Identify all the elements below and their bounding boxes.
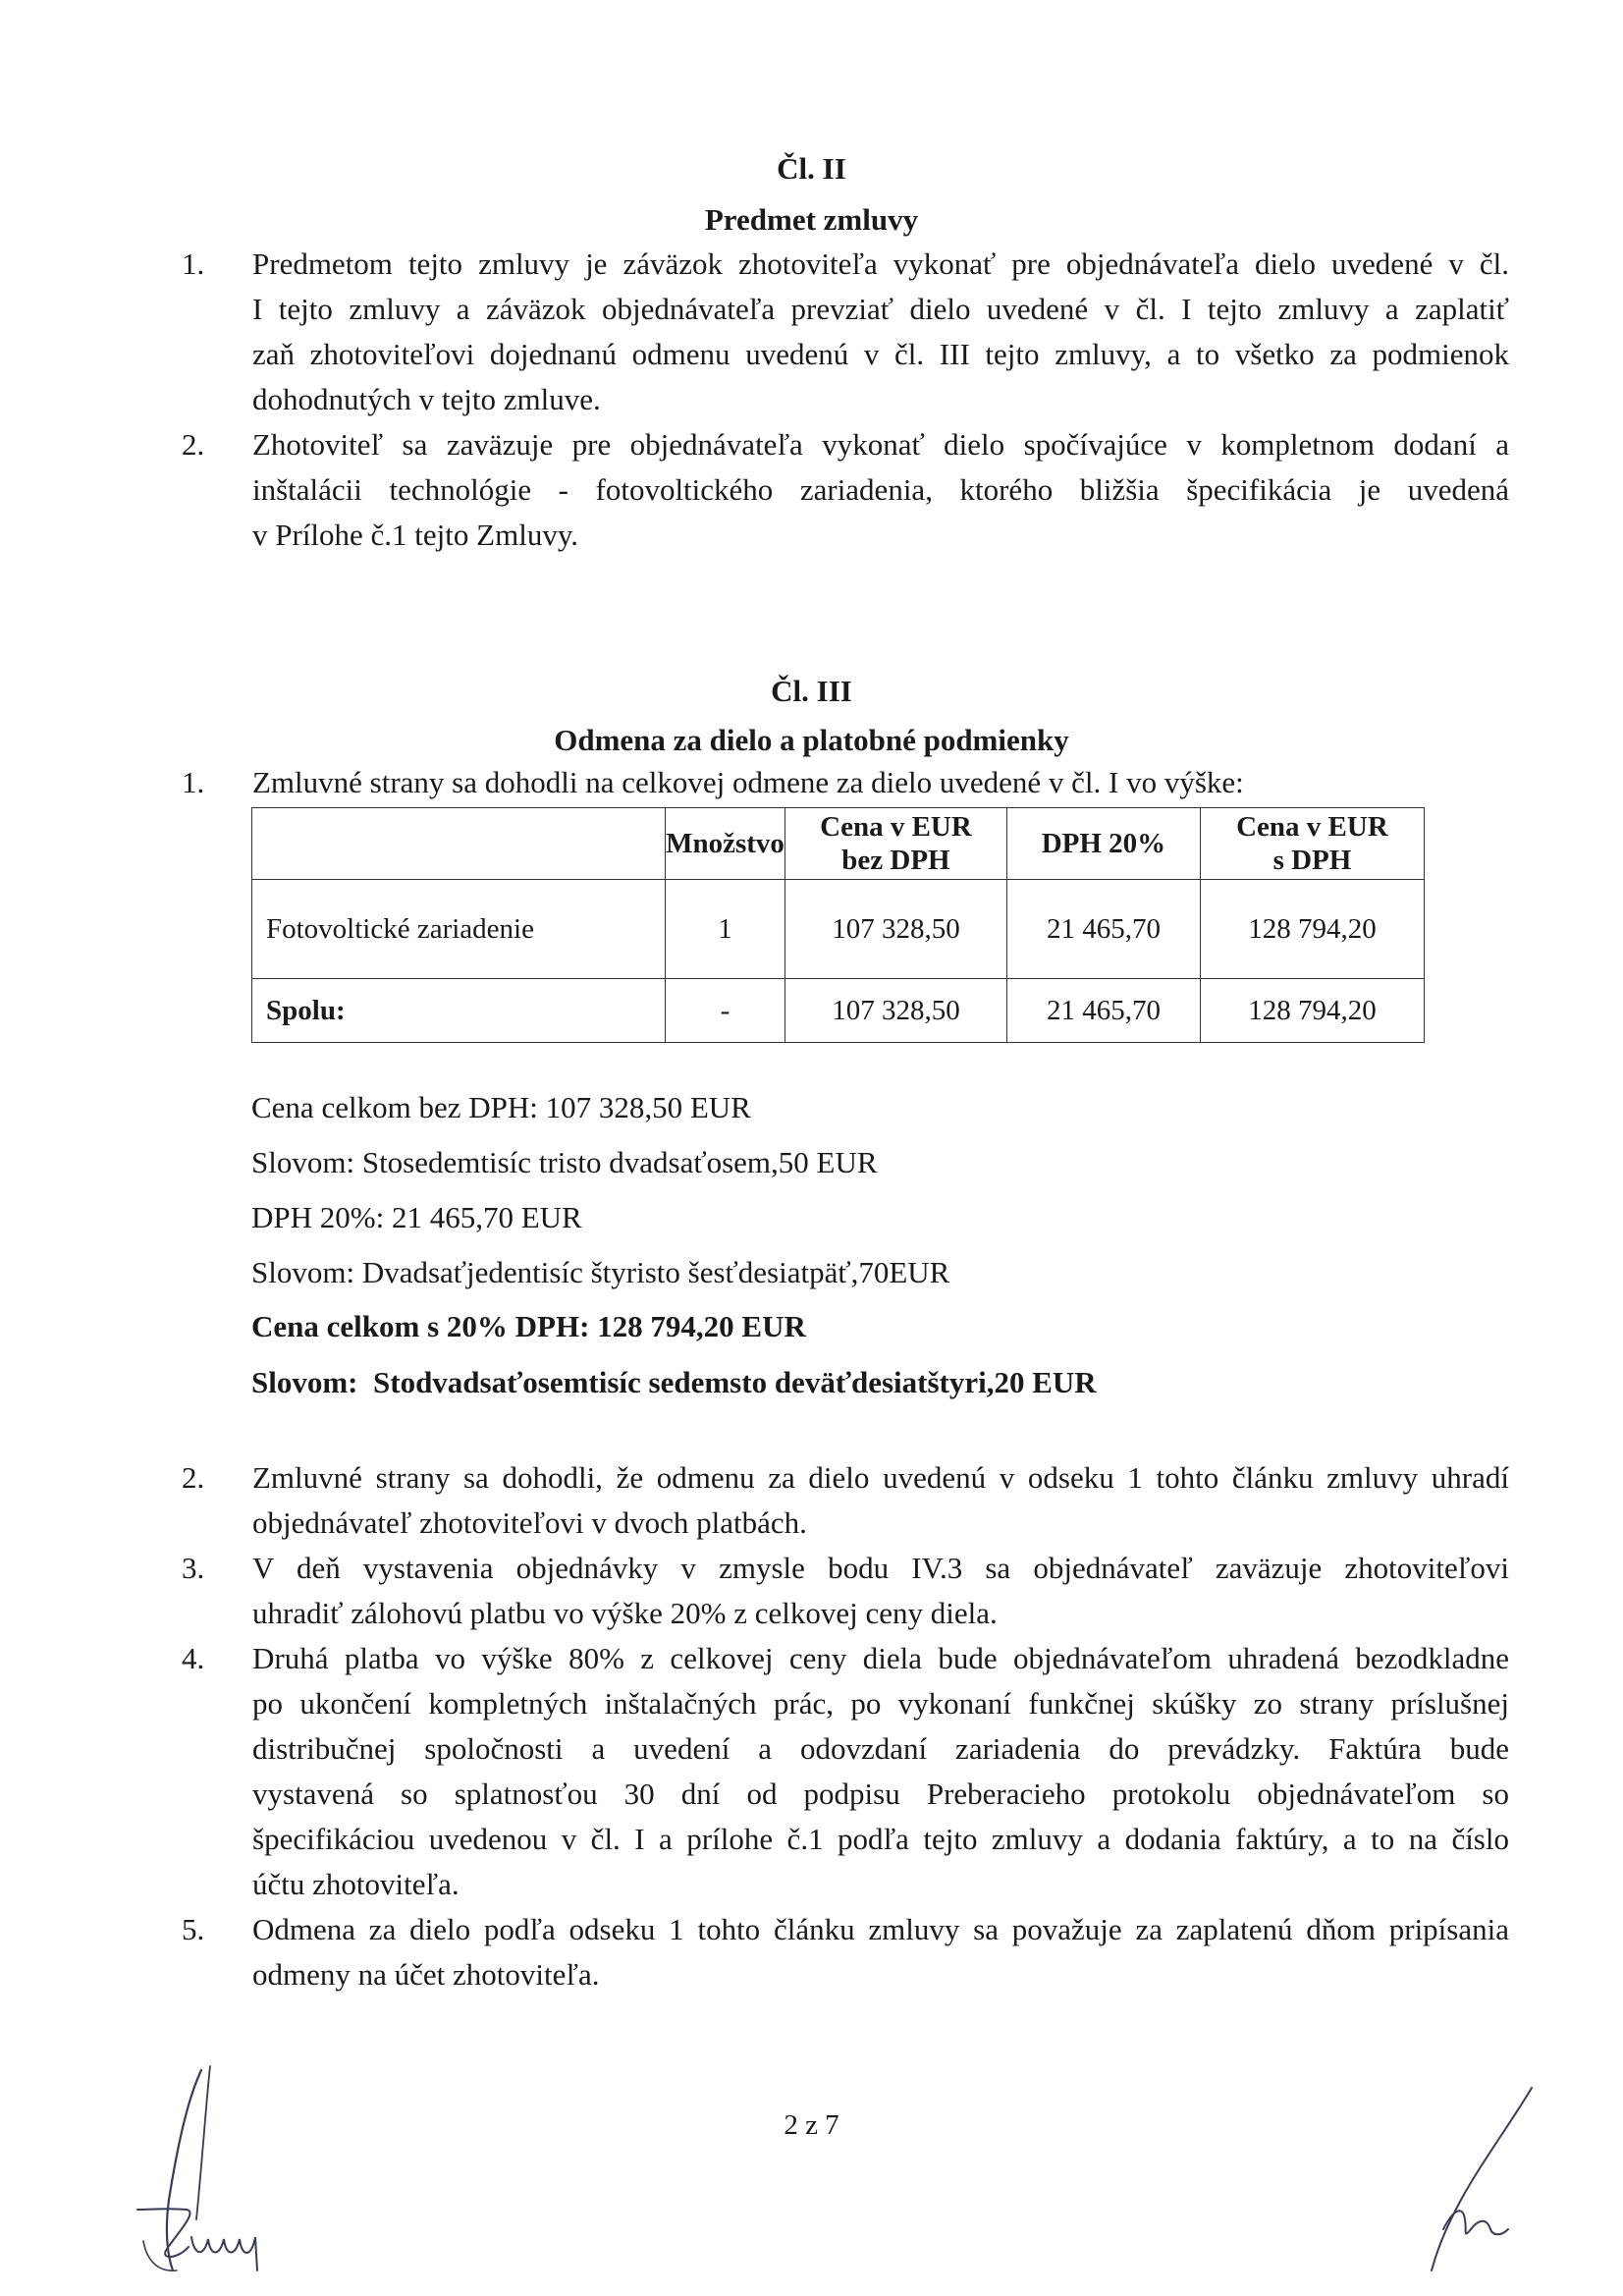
table-header-cell [252,808,666,880]
table-cell: 128 794,20 [1200,979,1424,1043]
table-header-row [252,808,1425,880]
article-3-item-2 [182,1455,1509,1546]
text-line: Zmluvné strany sa dohodli na celkovej odmene za dielo uvedené v čl. I vo výške: [252,765,1244,799]
article-3-title: Čl. III [771,674,852,708]
summary-price-with-vat: Cena celkom s 20% DPH: 128 794,20 EUR [251,1309,806,1343]
text-line: inštalácii technológie - fotovoltického zariadenia, ktorého bližšia špecifikácia je uvedená [252,472,1509,507]
text-line: odmeny na účet zhotoviteľa. [252,1957,600,1992]
table-row [252,880,1425,979]
text-line: V deň vystavenia objednávky v zmysle bodu IV.3 sa objednávateľ zaväzuje zhotoviteľovi [252,1551,1509,1585]
page-number: 2 z 7 [784,2109,839,2141]
article-3-item-1 [182,760,1509,805]
text-line: účtu zhotoviteľa. [252,1867,460,1901]
table-header-cell: Množstvo [666,808,785,880]
table-cell: 107 328,50 [784,880,1006,979]
article-3-item-5 [182,1907,1509,1997]
text-line: zaň zhotoviteľovi dojednanú odmenu uvedenú v čl. III tejto zmluvy, a to všetko za podmienok [252,337,1509,371]
table-cell: 21 465,70 [1007,979,1201,1043]
text-line: Odmena za dielo podľa odseku 1 tohto článku zmluvy sa považuje za zaplatenú dňom pripísania [252,1912,1509,1946]
table-cell: 21 465,70 [1007,880,1201,979]
text-line: objednávateľ zhotoviteľovi v dvoch platbách. [252,1505,807,1540]
article-3-item-4 [182,1636,1509,1907]
item-text [252,1907,1509,1997]
summary-words-vat: Slovom: Dvadsaťjedentisíc štyristo šesťdesiatpäť,70EUR [251,1255,950,1289]
item-text [252,242,1509,422]
text-line: Druhá platba vo výške 80% z celkovej ceny diela bude objednávateľom uhradená bezodkladne [252,1641,1509,1675]
article-2-subtitle: Predmet zmluvy [704,202,919,237]
text-line: Zmluvné strany sa dohodli, že odmenu za dielo uvedenú v odseku 1 tohto článku zmluvy uhradí [252,1460,1509,1495]
table-cell: 128 794,20 [1200,880,1424,979]
text-line: Zhotoviteľ sa zaväzuje pre objednávateľa vykonať dielo spočívajúce v kompletnom dodaní a [252,427,1509,462]
article-2-item-1 [182,242,1509,422]
item-text [252,422,1509,558]
item-number: 1. [182,246,205,281]
table-header-cell: Cena v EUR bez DPH [784,808,1006,880]
item-text [252,1546,1509,1636]
summary-vat: DPH 20%: 21 465,70 EUR [251,1200,582,1234]
item-text [252,1636,1509,1907]
item-text [252,760,1509,805]
text-line: uhradiť zálohovú platbu vo výške 20% z celkovej ceny diela. [252,1596,998,1630]
item-text [252,1455,1509,1546]
summary-price-without-vat: Cena celkom bez DPH: 107 328,50 EUR [251,1090,751,1124]
text-line: špecifikáciou uvedenou v čl. I a prílohe č.1 podľa tejto zmluvy a dodania faktúry, a to na číslo [252,1822,1509,1856]
text-line: po ukončení kompletných inštalačných prác, po vykonaní funkčnej skúšky zo strany príslušnej [252,1686,1509,1721]
article-2-title: Čl. II [777,151,846,186]
table-cell: - [666,979,785,1043]
article-3-item-3 [182,1546,1509,1636]
table-row-total [252,979,1425,1043]
item-number: 2. [182,1460,205,1495]
item-number: 4. [182,1641,205,1675]
item-number: 2. [182,427,205,462]
table-cell: 107 328,50 [784,979,1006,1043]
article-3-subtitle: Odmena za dielo a platobné podmienky [554,723,1069,757]
item-number: 5. [182,1912,205,1946]
text-line: distribučnej spoločnosti a uvedení a odovzdaní zariadenia do prevádzky. Faktúra bude [252,1731,1509,1766]
table-header-cell: Cena v EUR s DPH [1200,808,1424,880]
text-line: I tejto zmluvy a záväzok objednávateľa prevziať dielo uvedené v čl. I tejto zmluvy a zaplatiť [252,292,1509,326]
text-line: v Prílohe č.1 tejto Zmluvy. [252,518,579,552]
table-cell: Fotovoltické zariadenie [252,880,666,979]
summary-words-with-vat: Slovom: Stodvadsaťosemtisíc sedemsto deväťdesiatštyri,20 EUR [251,1365,1097,1399]
summary-words-without-vat: Slovom: Stosedemtisíc tristo dvadsaťosem,50 EUR [251,1145,878,1179]
signature-left [108,2062,304,2278]
item-number: 3. [182,1551,205,1585]
text-line: dohodnutých v tejto zmluve. [252,382,601,416]
table-cell: Spolu: [252,979,666,1043]
signature-right [1384,2082,1551,2278]
table-header-cell: DPH 20% [1007,808,1201,880]
text-line: vystavená so splatnosťou 30 dní od podpisu Preberacieho protokolu objednávateľom so [252,1777,1509,1811]
price-table [251,807,1425,1043]
article-2-item-2 [182,422,1509,558]
item-number: 1. [182,765,205,799]
text-line: Predmetom tejto zmluvy je záväzok zhotoviteľa vykonať pre objednávateľa dielo uvedené v čl. [252,246,1509,281]
table-cell: 1 [666,880,785,979]
